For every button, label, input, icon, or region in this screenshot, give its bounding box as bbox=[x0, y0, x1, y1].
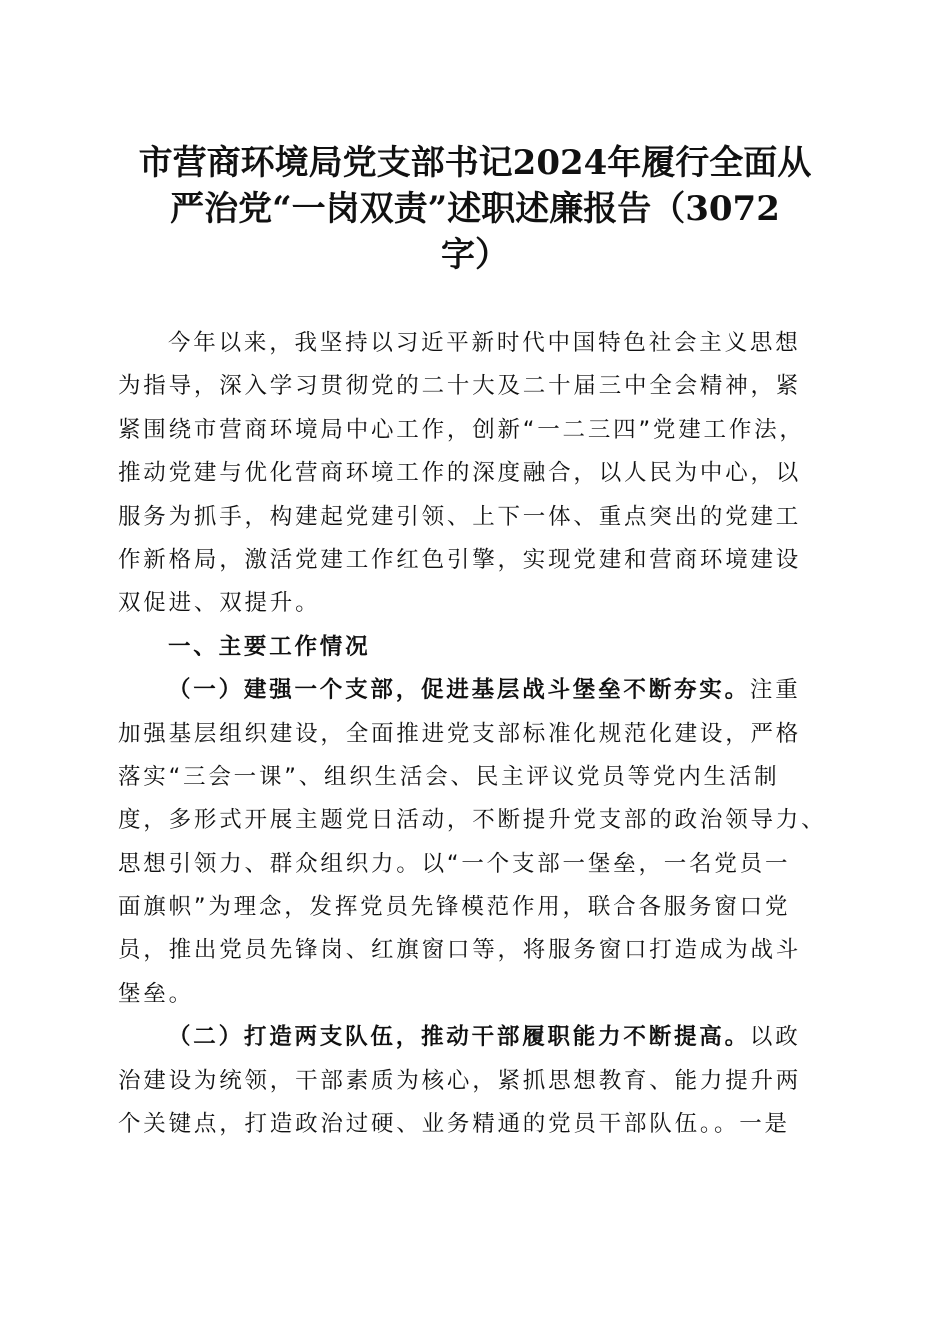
paragraph-line: 思想引领力、群众组织力。以“一个支部一堡垒，一名党员一 bbox=[118, 850, 791, 877]
paragraph-line: 紧围绕市营商环境局中心工作，创新“一二三四”党建工作法， bbox=[118, 416, 805, 443]
paragraph-line: 落实“三会一课”、组织生活会、民主评议党员等党内生活制 bbox=[118, 763, 780, 790]
subsection-lead: （二）打造两支队伍，推动干部履职能力不断提高。 bbox=[168, 1024, 750, 1051]
title-line-2: 严治党“一岗双责”述职述廉报告（3072 bbox=[170, 189, 780, 229]
paragraph-line: 作新格局，激活党建工作红色引擎，实现党建和营商环境建设 bbox=[118, 546, 802, 573]
paragraph-line: 度，多形式开展主题党日活动，不断提升党支部的政治领导力、 bbox=[118, 807, 827, 834]
paragraph-line bbox=[118, 1016, 836, 1059]
title-line-3: 字） bbox=[441, 235, 509, 275]
paragraph-line: 个关键点，打造政治过硬、业务精通的党员干部队伍。。一是 bbox=[118, 1111, 790, 1138]
section-heading: 一、主要工作情况 bbox=[168, 633, 371, 660]
subsection-1-paragraph bbox=[118, 669, 836, 1016]
paragraph-line: 治建设为统领，干部素质为核心，紧抓思想教育、能力提升两 bbox=[118, 1067, 802, 1094]
document-title bbox=[100, 140, 850, 278]
paragraph-line: 服务为抓手，构建起党建引领、上下一体、重点突出的党建工 bbox=[118, 503, 802, 530]
paragraph-line: 堡垒。 bbox=[118, 980, 194, 1007]
paragraph-line: 员，推出党员先锋岗、红旗窗口等，将服务窗口打造成为战斗 bbox=[118, 937, 802, 964]
paragraph-line: 推动党建与优化营商环境工作的深度融合，以人民为中心，以 bbox=[118, 460, 802, 487]
lead-tail: 以政 bbox=[749, 1024, 801, 1051]
paragraph-line: 面旗帜”为理念，发挥党员先锋模范作用，联合各服务窗口党 bbox=[118, 894, 791, 921]
paragraph-line: 双促进、双提升。 bbox=[118, 590, 321, 617]
intro-paragraph bbox=[118, 322, 836, 626]
lead-tail: 注重 bbox=[749, 677, 801, 704]
document-body bbox=[118, 322, 836, 1146]
paragraph-line: 为指导，深入学习贯彻党的二十大及二十届三中全会精神，紧 bbox=[118, 373, 802, 400]
subsection-2-paragraph bbox=[118, 1016, 836, 1146]
paragraph-line bbox=[118, 669, 836, 712]
paragraph-line: 加强基层组织建设，全面推进党支部标准化规范化建设，严格 bbox=[118, 720, 802, 747]
subsection-lead: （一）建强一个支部，促进基层战斗堡垒不断夯实。 bbox=[168, 677, 750, 704]
title-line-1: 市营商环境局党支部书记2024年履行全面从 bbox=[138, 143, 812, 183]
paragraph-line: 今年以来，我坚持以习近平新时代中国特色社会主义思想 bbox=[168, 330, 801, 356]
